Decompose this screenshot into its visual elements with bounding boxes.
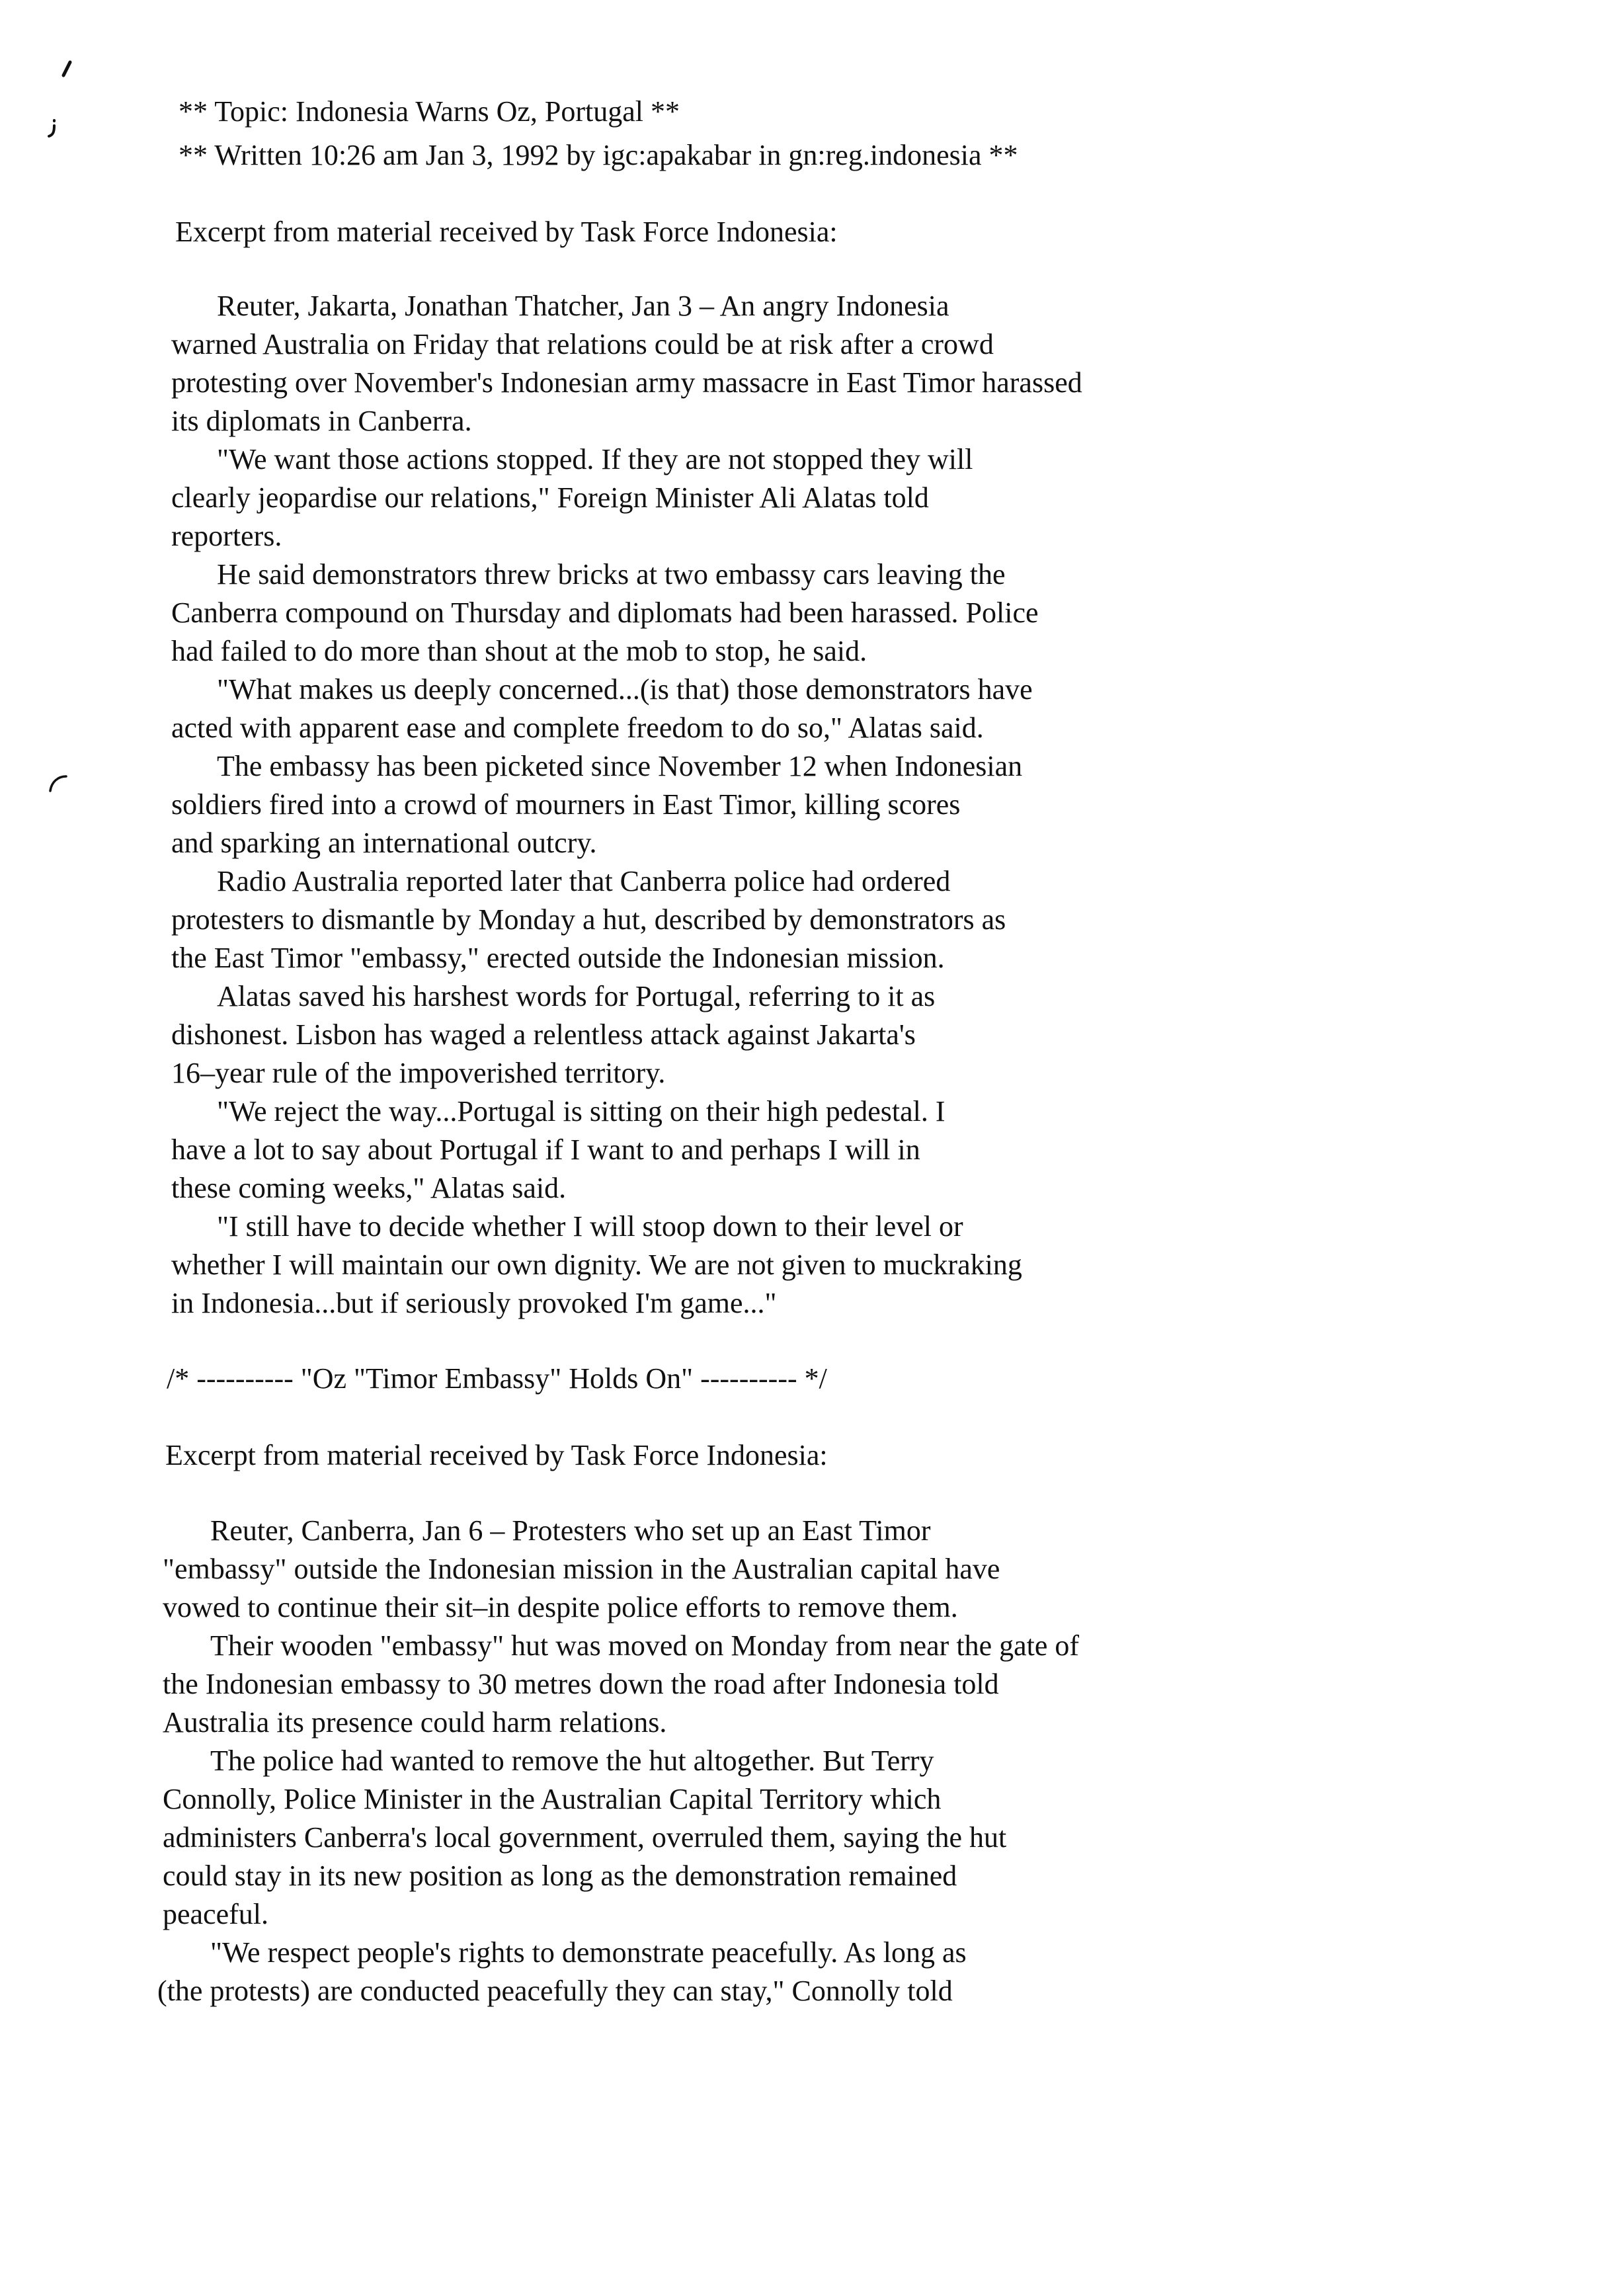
article1-line: whether I will maintain our own dignity. We are not given to muckraking [171,1249,1022,1281]
article1-line: Reuter, Jakarta, Jonathan Thatcher, Jan 3 – An angry Indonesia [217,290,949,322]
article2-line: administers Canberra's local government, overruled them, saying the hut [163,1821,1007,1854]
article1-line: warned Australia on Friday that relations could be at risk after a crowd [171,328,994,360]
article2-line: could stay in its new position as long as the demonstration remained [163,1860,957,1892]
article1-line: He said demonstrators threw bricks at two embassy cars leaving the [217,558,1006,591]
article2-line: peaceful. [163,1898,268,1930]
article1-line: reporters. [171,520,282,552]
article1-line: its diplomats in Canberra. [171,405,472,437]
margin-mark-bracket [40,770,73,803]
article1-line: in Indonesia...but if seriously provoked I'm game..." [171,1287,777,1319]
article1-line: had failed to do more than shout at the mob to stop, he said. [171,635,867,667]
article1-intro: Excerpt from material received by Task Force Indonesia: [175,216,838,248]
article1-line: "I still have to decide whether I will stoop down to their level or [217,1210,963,1243]
article1-line: acted with apparent ease and complete freedom to do so," Alatas said. [171,712,984,744]
article1-line: "We reject the way...Portugal is sitting on their high pedestal. I [217,1095,945,1128]
article1-line: Canberra compound on Thursday and diplomats had been harassed. Police [171,596,1039,629]
article2-line: the Indonesian embassy to 30 metres down the road after Indonesia told [163,1668,999,1700]
article1-line: Radio Australia reported later that Canberra police had ordered [217,865,951,897]
topic-line: ** Topic: Indonesia Warns Oz, Portugal ** [179,95,680,128]
article1-line: soldiers fired into a crowd of mourners in East Timor, killing scores [171,788,961,821]
article1-line: the East Timor "embassy," erected outside the Indonesian mission. [171,942,945,974]
article1-line: "We want those actions stopped. If they are not stopped they will [217,443,973,475]
article1-line: Alatas saved his harshest words for Portugal, referring to it as [217,980,936,1012]
article1-line: and sparking an international outcry. [171,827,597,859]
article1-line: protesting over November's Indonesian army massacre in East Timor harassed [171,366,1082,399]
article2-line: Their wooden "embassy" hut was moved on Monday from near the gate of [210,1629,1080,1662]
article2-line: Australia its presence could harm relations. [163,1706,667,1739]
article2-line: Connolly, Police Minister in the Australian Capital Territory which [163,1783,942,1815]
margin-mark-second [41,115,67,142]
article1-line: have a lot to say about Portugal if I want to and perhaps I will in [171,1133,920,1166]
article2-intro: Excerpt from material received by Task Force Indonesia: [165,1439,828,1471]
article2-line: Reuter, Canberra, Jan 6 – Protesters who set up an East Timor [210,1514,931,1547]
article2-line: The police had wanted to remove the hut altogether. But Terry [210,1744,934,1777]
article1-line: clearly jeopardise our relations," Foreign Minister Ali Alatas told [171,481,929,514]
article1-line: protesters to dismantle by Monday a hut, described by demonstrators as [171,903,1006,936]
margin-mark-top [54,56,81,82]
section-separator: /* ---------- "Oz "Timor Embassy" Holds On" ---------- */ [167,1362,827,1395]
article1-line: dishonest. Lisbon has waged a relentless attack against Jakarta's [171,1018,916,1051]
article1-line: 16–year rule of the impoverished territory. [171,1057,666,1089]
article1-line: "What makes us deeply concerned...(is that) those demonstrators have [217,673,1033,706]
article2-line: vowed to continue their sit–in despite police efforts to remove them. [163,1591,958,1623]
article1-line: these coming weeks," Alatas said. [171,1172,567,1204]
written-line: ** Written 10:26 am Jan 3, 1992 by igc:apakabar in gn:reg.indonesia ** [179,139,1018,171]
article2-line: "embassy" outside the Indonesian mission in the Australian capital have [163,1553,1000,1585]
article2-line: (the protests) are conducted peacefully they can stay," Connolly told [157,1975,953,2007]
article2-line: "We respect people's rights to demonstrate peacefully. As long as [210,1936,967,1969]
article1-line: The embassy has been picketed since November 12 when Indonesian [217,750,1023,782]
